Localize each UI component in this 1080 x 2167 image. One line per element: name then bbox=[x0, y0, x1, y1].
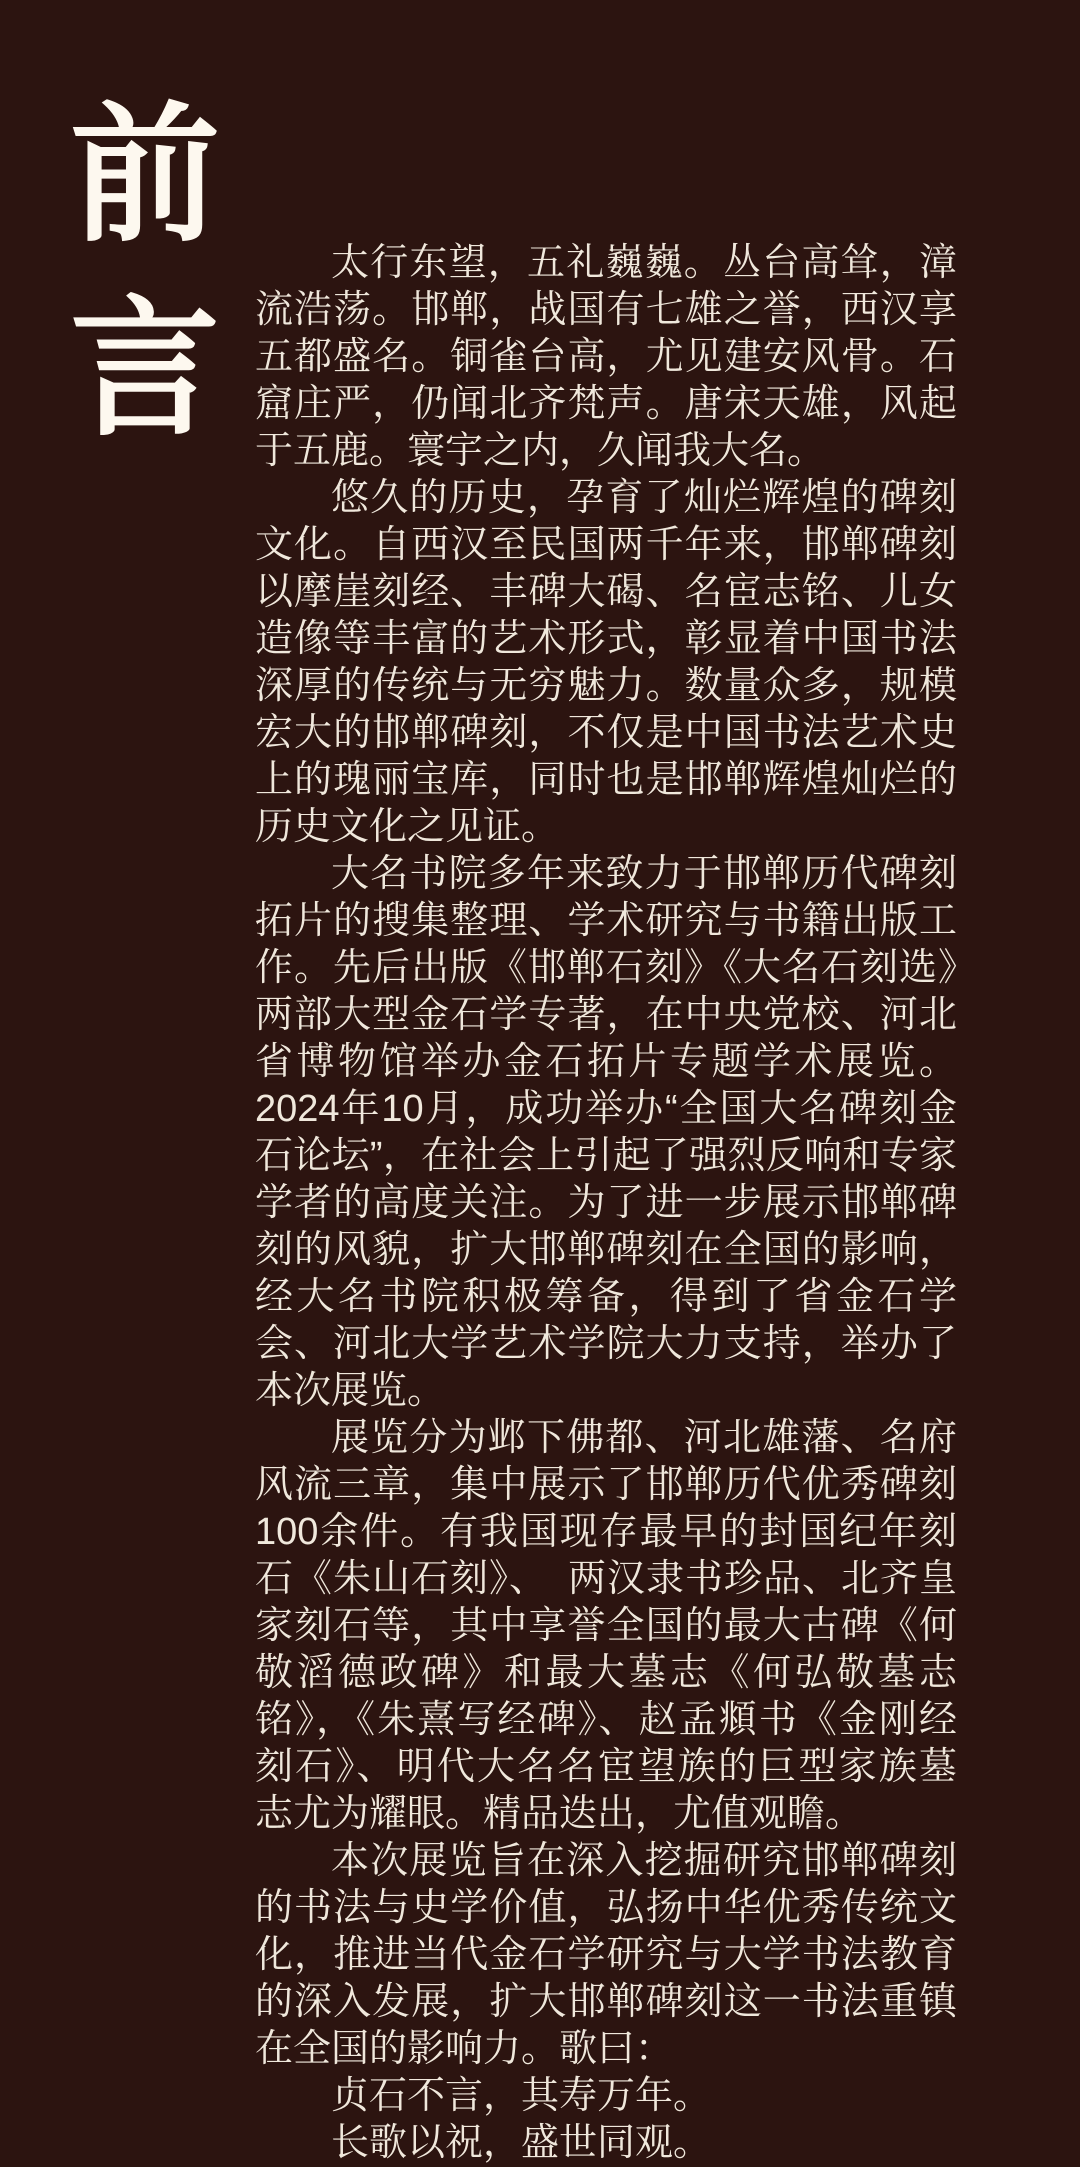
verse-line-2: 长歌以祝，盛世同观。 bbox=[331, 2122, 712, 2164]
verse-line-1: 贞石不言，其寿万年。 bbox=[331, 2075, 712, 2117]
paragraph-history: 悠久的历史，孕育了灿烂辉煌的碑刻文化。自西汉至民国两千年来，邯郸碑刻以摩崖刻经、丰碑大碣、名宦志铭、儿女造像等丰富的艺术形式，彰显着中国书法深厚的传统与无穷魅力。数量众多，规模宏大的邯郸碑刻，不仅是中国书法艺术史上的瑰丽宝库，同时也是邯郸辉煌灿烂的历史文化之见证。 bbox=[255, 477, 957, 848]
paragraph-academy-work: 大名书院多年来致力于邯郸历代碑刻拓片的搜集整理、学术研究与书籍出版工作。先后出版《邯郸石刻》《大名石刻选》两部大型金石学专著，在中央党校、河北省博物馆举办金石拓片专题学术展览。2024年10月，成功举办“全国大名碑刻金石论坛”，在社会上引起了强烈反响和专家学者的高度关注。为了进一步展示邯郸碑刻的风貌，扩大邯郸碑刻在全国的影响，经大名书院积极筹备，得到了省金石学会、河北大学艺术学院大力支持，举办了本次展览。 bbox=[255, 853, 957, 1412]
page-title-char-2: 言 bbox=[70, 281, 221, 457]
preface-body bbox=[255, 240, 957, 2167]
paragraph-exhibition-sections: 展览分为邺下佛都、河北雄藩、名府风流三章，集中展示了邯郸历代优秀碑刻100余件。有我国现存最早的封国纪年刻石《朱山石刻》、 两汉隶书珍品、北齐皇家刻石等，其中享誉全国的最大古碑《何敬滔德政碑》和最大墓志《何弘敬墓志铭》，《朱熹写经碑》、赵孟頫书《金刚经刻石》、明代大名名宦望族的巨型家族墓志尤为耀眼。精品迭出，尤值观瞻。 bbox=[255, 1417, 957, 1835]
page-title-char-1: 前 bbox=[70, 87, 221, 263]
page-title bbox=[70, 87, 221, 457]
paragraph-exhibition-purpose: 本次展览旨在深入挖掘研究邯郸碑刻的书法与史学价值，弘扬中华优秀传统文化，推进当代金石学研究与大学书法教育的深入发展，扩大邯郸碑刻这一书法重镇在全国的影响力。歌曰： bbox=[255, 1840, 957, 2070]
paragraph-opening-verse: 太行东望，五礼巍巍。丛台高耸，漳流浩荡。邯郸，战国有七雄之誉，西汉享五都盛名。铜雀台高，尤见建安风骨。石窟庄严，仍闻北齐梵声。唐宋天雄，风起于五鹿。寰宇之内，久闻我大名。 bbox=[255, 242, 957, 472]
